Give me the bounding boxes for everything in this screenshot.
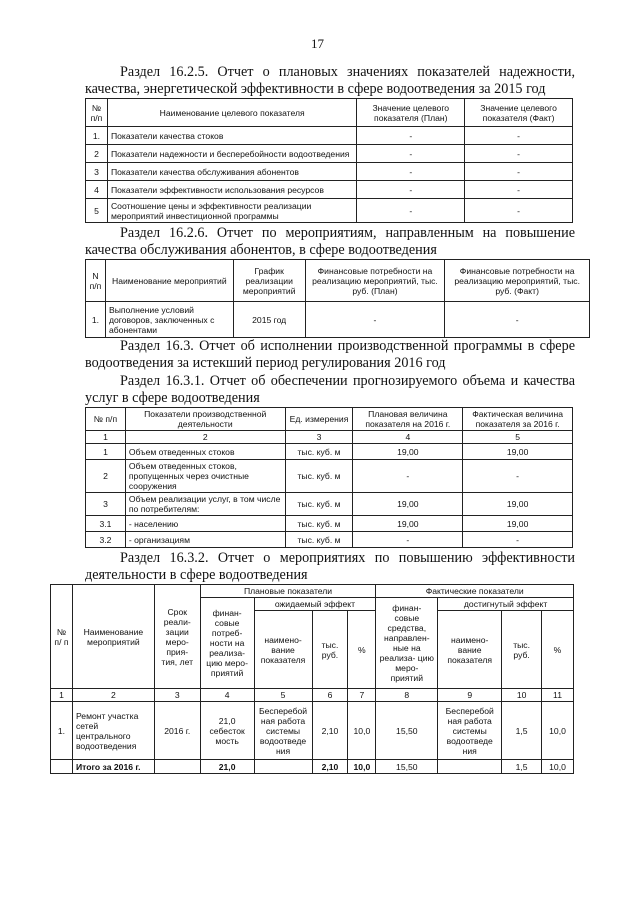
col-header-plan-effect: ожидаемый эффект (254, 598, 376, 611)
col-header-name: Наименование целевого показателя (107, 99, 356, 127)
cell: 1 (51, 689, 73, 702)
col-header-num: N п/п (86, 260, 106, 302)
cell: 1,5 (502, 702, 542, 760)
cell: 10,0 (348, 702, 376, 760)
cell: - (357, 181, 465, 199)
table-volume-quality (85, 407, 573, 548)
col-header-fact-eff-rub: тыс. руб. (502, 611, 542, 689)
cell: - населению (125, 516, 285, 532)
cell: 10,0 (542, 760, 574, 774)
cell: 3 (285, 431, 353, 444)
table-row (86, 460, 573, 493)
cell: 2,10 (312, 760, 348, 774)
cell: 5 (86, 199, 108, 223)
table-row (86, 199, 573, 223)
cell: - (445, 302, 590, 338)
cell: 1. (86, 127, 108, 145)
cell: 15,50 (376, 702, 438, 760)
cell: 1,5 (502, 760, 542, 774)
cell: 3 (154, 689, 200, 702)
cell: - (465, 127, 573, 145)
cell: 4 (353, 431, 463, 444)
cell: 15,50 (376, 760, 438, 774)
col-header-fact-eff-pct: % (542, 611, 574, 689)
table-row (86, 493, 573, 516)
cell: Показатели надежности и бесперебойности водоотведения (107, 145, 356, 163)
cell: Объем отведенных стоков (125, 444, 285, 460)
cell: 19,00 (463, 444, 573, 460)
col-header-term: Срок реали- зации меро- прия- тия, лет (154, 585, 200, 689)
cell (51, 760, 73, 774)
cell: 19,00 (353, 444, 463, 460)
col-header-num: № п/п (86, 99, 108, 127)
col-header-schedule: График реализации мероприятий (233, 260, 305, 302)
table-row (86, 302, 590, 338)
table-row (86, 181, 573, 199)
cell: 8 (376, 689, 438, 702)
col-header-plan: Плановые показатели (200, 585, 376, 598)
cell: 2 (72, 689, 154, 702)
cell: 21,0 (200, 760, 254, 774)
cell: 2 (125, 431, 285, 444)
cell: Выполнение условий договоров, заключенных с абонентами (105, 302, 233, 338)
cell: 3.1 (86, 516, 126, 532)
cell: 3.2 (86, 532, 126, 548)
table-row (86, 532, 573, 548)
cell: - (357, 127, 465, 145)
cell: - (353, 532, 463, 548)
cell: 4 (200, 689, 254, 702)
col-header-fact: Фактические показатели (376, 585, 574, 598)
cell: тыс. куб. м (285, 516, 353, 532)
cell (154, 760, 200, 774)
cell: 10,0 (542, 702, 574, 760)
col-header-plan: Значение целевого показателя (План) (357, 99, 465, 127)
cell: - организациям (125, 532, 285, 548)
cell: - (465, 199, 573, 223)
column-number-row (86, 431, 573, 444)
col-header-plan-eff-pct: % (348, 611, 376, 689)
page-number: 17 (311, 36, 324, 51)
column-number-row (51, 689, 574, 702)
section-16-3-1-heading: Раздел 16.3.1. Отчет об обеспечении прогнозируемого объема и качества услуг в сфере водоотведения (85, 373, 575, 406)
col-header-plan: Плановая величина показателя на 2016 г. (353, 408, 463, 431)
cell: Объем реализации услуг, в том числе по потребителям: (125, 493, 285, 516)
cell: Объем отведенных стоков, пропущенных через очистные сооружения (125, 460, 285, 493)
cell: 5 (463, 431, 573, 444)
cell: - (353, 460, 463, 493)
cell: 2,10 (312, 702, 348, 760)
cell: 19,00 (353, 516, 463, 532)
cell: - (465, 163, 573, 181)
col-header-unit: Ед. измерения (285, 408, 353, 431)
table-row (86, 127, 573, 145)
cell: 3 (86, 163, 108, 181)
cell: тыс. куб. м (285, 532, 353, 548)
col-header-fact: Значение целевого показателя (Факт) (465, 99, 573, 127)
cell: - (465, 145, 573, 163)
cell (438, 760, 502, 774)
cell: Показатели эффективности использования ресурсов (107, 181, 356, 199)
col-header-name: Наименование мероприятий (105, 260, 233, 302)
cell: 2 (86, 460, 126, 493)
col-header-indicator: Показатели производственной деятельности (125, 408, 285, 431)
col-header-fact-eff-name: наимено- вание показателя (438, 611, 502, 689)
col-header-name: Наименование мероприятий (72, 585, 154, 689)
col-header-plan-fin: финан- совые потреб- ности на реализа- цию меро- приятий (200, 598, 254, 689)
cell: Соотношение цены и эффективности реализации мероприятий инвестиционной программы (107, 199, 356, 223)
cell: 3 (86, 493, 126, 516)
cell: 7 (348, 689, 376, 702)
cell: 11 (542, 689, 574, 702)
col-header-plan: Финансовые потребности на реализацию мероприятий, тыс. руб. (План) (305, 260, 445, 302)
cell: 19,00 (463, 493, 573, 516)
col-header-plan-eff-rub: тыс. руб. (312, 611, 348, 689)
section-16-2-6-heading: Раздел 16.2.6. Отчет по мероприятиям, направленным на повышение качества обслуживания абонентов, в сфере водоотведения (85, 225, 575, 258)
cell: Ремонт участка сетей центрального водоотведения (72, 702, 154, 760)
cell: Бесперебой ная работа системы водоотведе ния (254, 702, 312, 760)
cell: Бесперебой ная работа системы водоотведе ния (438, 702, 502, 760)
total-row (51, 760, 574, 774)
cell: - (465, 181, 573, 199)
cell: - (357, 199, 465, 223)
cell: 10,0 (348, 760, 376, 774)
table-service-quality-measures (85, 259, 590, 338)
cell: - (357, 145, 465, 163)
cell: 21,0 себесток мость (200, 702, 254, 760)
section-16-3-heading: Раздел 16.3. Отчет об исполнении производственной программы в сфере водоотведения за истекший период регулирования 2016 год (85, 338, 575, 371)
col-header-fact: Фактическая величина показателя за 2016 г. (463, 408, 573, 431)
total-label: Итого за 2016 г. (72, 760, 154, 774)
cell: тыс. куб. м (285, 444, 353, 460)
table-row (86, 516, 573, 532)
cell: Показатели качества обслуживания абонентов (107, 163, 356, 181)
col-header-fact: Финансовые потребности на реализацию мероприятий, тыс. руб. (Факт) (445, 260, 590, 302)
cell (254, 760, 312, 774)
table-row (51, 702, 574, 760)
cell: 5 (254, 689, 312, 702)
cell: 1. (86, 302, 106, 338)
cell: 1. (51, 702, 73, 760)
col-header-fact-effect: достигнутый эффект (438, 598, 574, 611)
cell: 9 (438, 689, 502, 702)
cell: 1 (86, 431, 126, 444)
cell: 6 (312, 689, 348, 702)
table-row (86, 163, 573, 181)
cell: 19,00 (463, 516, 573, 532)
cell: 2016 г. (154, 702, 200, 760)
cell: - (357, 163, 465, 181)
section-16-3-2-heading: Раздел 16.3.2. Отчет о мероприятиях по повышению эффективности деятельности в сфере водоотведения (85, 550, 575, 583)
col-header-num: № п/п (86, 408, 126, 431)
table-row (86, 444, 573, 460)
section-16-2-5-heading: Раздел 16.2.5. Отчет о плановых значениях показателей надежности, качества, энергетической эффективности в сфере водоотведения за 2015 год (85, 64, 575, 97)
cell: 2 (86, 145, 108, 163)
table-efficiency-measures (50, 584, 574, 774)
cell: 19,00 (353, 493, 463, 516)
cell: - (463, 460, 573, 493)
table-row (86, 145, 573, 163)
cell: тыс. куб. м (285, 460, 353, 493)
table-target-indicators (85, 98, 573, 223)
cell: тыс. куб. м (285, 493, 353, 516)
cell: Показатели качества стоков (107, 127, 356, 145)
col-header-plan-eff-name: наимено- вание показателя (254, 611, 312, 689)
cell: 2015 год (233, 302, 305, 338)
cell: 4 (86, 181, 108, 199)
cell: 10 (502, 689, 542, 702)
cell: 1 (86, 444, 126, 460)
col-header-num: № п/ п (51, 585, 73, 689)
cell: - (305, 302, 445, 338)
col-header-fact-fin: финан- совые средства, направлен- ные на реализа- цию меро- приятий (376, 598, 438, 689)
cell: - (463, 532, 573, 548)
